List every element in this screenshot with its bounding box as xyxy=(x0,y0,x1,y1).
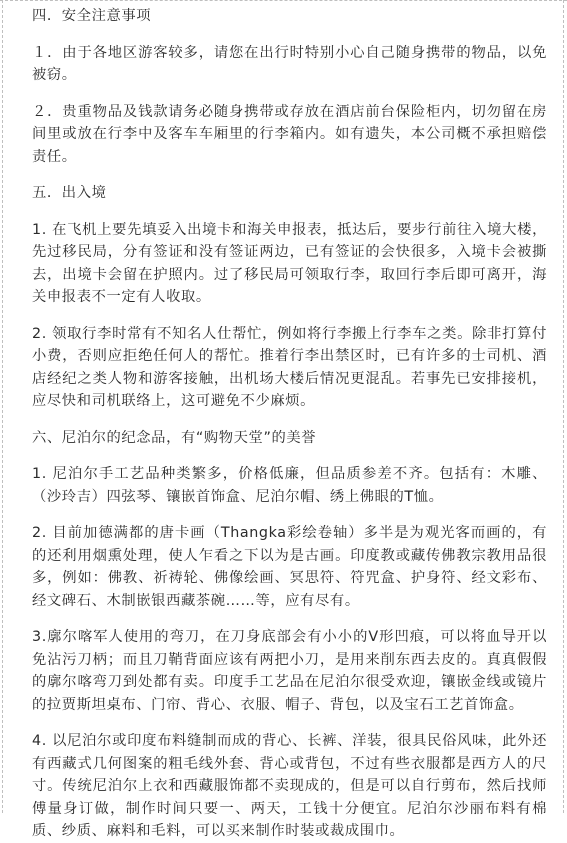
section-heading-safety: 四．安全注意事项 xyxy=(32,8,152,24)
paragraph: 2. 领取行李时常有不知名人仕帮忙，例如将行李搬上行李车之类。除非打算付小费，否则应拒绝任何人的帮忙。推着行李出禁区时，已有许多的士司机、酒店经纪之类人物和游客接触，出机场大楼后情况更混乱。若事先已安排接机，应尽快和司机联络上，这可避免不少麻烦。 xyxy=(32,325,547,409)
page-border-right xyxy=(563,0,565,813)
article-body xyxy=(32,5,547,843)
paragraph: 2. 目前加德满都的唐卡画（Thangka彩绘卷轴）多半是为观光客而画的，有的还利用烟熏处理，使人乍看之下以为是古画。印度教或藏传佛教宗教用品很多，例如：佛教、祈祷轮、佛像绘画、冥思符、符咒盒、护身符、经文彩布、经文碑石、木制嵌银西藏茶碗……等，应有尽有。 xyxy=(32,525,547,609)
paragraph: 4. 以尼泊尔或印度布料缝制而成的背心、长裤、洋装，很具民俗风味，此外还有西藏式几何图案的粗毛线外套、背心或背包，不过有些衣服都是西方人的尺寸。传统尼泊尔上衣和西藏服饰都不卖现成的，但是可以自行剪布，然后找师傅量身订做，制作时间只要一、两天，工钱十分便宜。尼泊尔沙丽布料有棉质、纱质、麻料和毛料，可以买来制作时装或裁成围巾。 xyxy=(32,733,547,839)
paragraph: 3.廓尔喀军人使用的弯刀，在刀身底部会有小小的V形凹痕，可以将血导开以免沾污刀柄；而且刀鞘背面应该有两把小刀，是用来削东西去皮的。真真假假的廓尔喀弯刀到处都有卖。印度手工艺品在尼泊尔很受欢迎，镶嵌金线或镜片的拉贾斯坦桌布、门帘、背心、衣服、帽子、背包，以及宝石工艺首饰盒。 xyxy=(32,629,547,713)
section-heading-souvenirs: 六、尼泊尔的纪念品，有“购物天堂”的美誉 xyxy=(32,429,317,446)
page-border-top xyxy=(0,0,567,2)
section-heading-entry: 五．出入境 xyxy=(32,185,107,201)
paragraph: 1. 在飞机上要先填妥入出境卡和海关申报表，抵达后，要步行前往入境大楼，先过移民局，分有签证和没有签证两边，已有签证的会快很多，入境卡会被撕去，出境卡会留在护照内。过了移民局可领取行李，取回行李后即可离开，海关申报表不一定有人收取。 xyxy=(32,221,547,305)
paragraph: ２．贵重物品及钱款请务必随身携带或存放在酒店前台保险柜内，切勿留在房间里或放在行李中及客车车厢里的行李箱内。如有遗失，本公司概不承担赔偿责任。 xyxy=(32,103,547,165)
paragraph: １．由于各地区游客较多，请您在出行时特别小心自己随身携带的物品，以免被窃。 xyxy=(32,44,547,83)
paragraph: 1. 尼泊尔手工艺品种类繁多，价格低廉，但品质参差不齐。包括有：木雕、（沙玲吉）四弦琴、镶嵌首饰盒、尼泊尔帽、绣上佛眼的T恤。 xyxy=(32,466,547,505)
page-border-left xyxy=(2,0,4,813)
